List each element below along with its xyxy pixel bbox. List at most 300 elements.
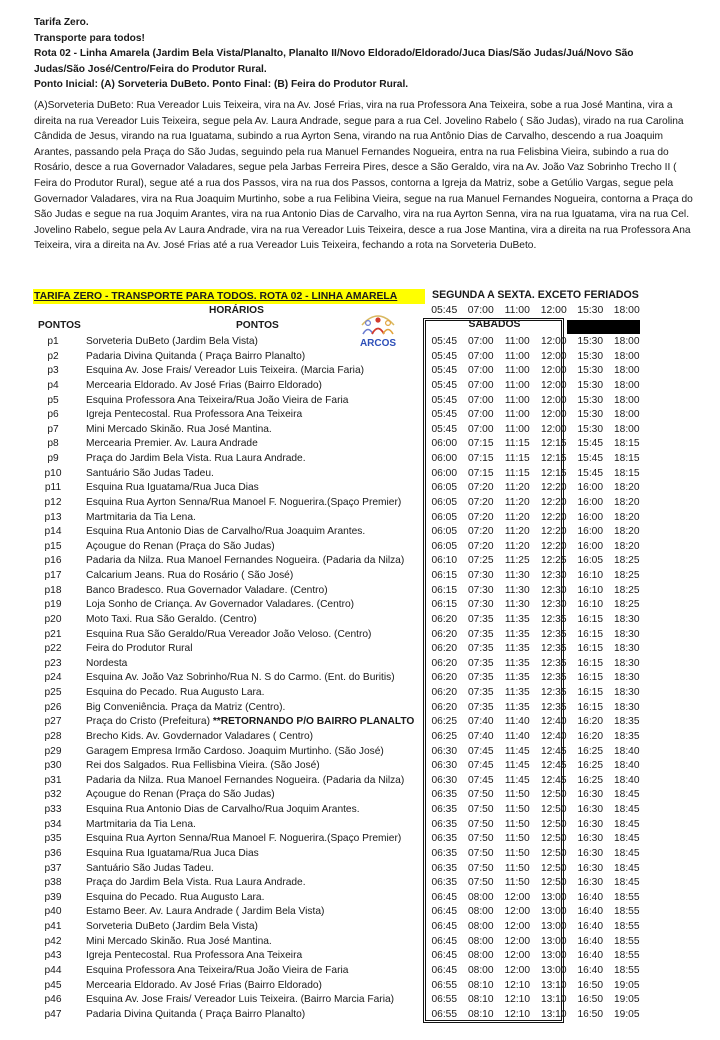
time-cell: 18:30 <box>614 643 640 655</box>
point-name-cell <box>86 525 365 540</box>
table-row <box>0 496 720 511</box>
time-cell: 16:00 <box>577 511 603 523</box>
saturday-time-cell: 07:20 <box>468 511 494 523</box>
point-id: p7 <box>47 423 59 435</box>
point-id: p46 <box>44 994 62 1006</box>
point-note: **RETORNANDO P/O BAIRRO PLANALTO <box>212 716 415 728</box>
point-name: Esquina Rua Iguatama/Rua Juca Dias <box>86 482 259 494</box>
point-id: p3 <box>47 365 59 377</box>
time-cells <box>426 364 645 379</box>
table-row <box>0 1008 720 1023</box>
time-cell: 16:40 <box>577 906 603 918</box>
time-cell: 18:30 <box>614 628 640 640</box>
logo-figure-center-head <box>375 317 380 322</box>
saturday-time-cell: 07:35 <box>468 701 494 713</box>
point-name: Esquina Professora Ana Teixeira/Rua João Vieira de Faria <box>86 964 349 976</box>
saturday-time-cell: 11:35 <box>504 701 530 713</box>
weekday-time: 18:00 <box>613 305 640 316</box>
saturday-time-cell: 06:20 <box>431 701 457 713</box>
saturday-time-cell: 06:10 <box>431 555 457 567</box>
time-cell: 16:25 <box>577 745 603 757</box>
saturday-time-cell: 12:20 <box>541 496 567 508</box>
point-id: p20 <box>44 613 62 625</box>
point-name-cell <box>86 979 322 994</box>
saturday-time-cell: 12:50 <box>541 833 567 845</box>
saturday-time-cell: 12:45 <box>541 745 567 757</box>
saturday-time-cell: 06:15 <box>431 584 457 596</box>
saturday-time-cell: 07:45 <box>468 760 494 772</box>
table-row <box>0 803 720 818</box>
point-id: p41 <box>44 921 62 932</box>
point-id: p24 <box>44 672 62 684</box>
saturday-time-cell: 07:35 <box>468 613 494 625</box>
saturday-time-cell: 12:00 <box>541 423 567 435</box>
saturday-time-cell: 05:45 <box>431 379 457 391</box>
saturday-time-cell: 11:40 <box>504 716 530 728</box>
point-name-cell <box>86 745 384 760</box>
point-name: Feira do Produtor Rural <box>86 643 193 655</box>
table-row <box>0 715 720 730</box>
time-cells <box>426 613 645 628</box>
saturday-time-cell: 11:35 <box>504 613 530 625</box>
weekday-time: 11:00 <box>504 305 530 316</box>
point-id: p8 <box>47 438 59 450</box>
saturday-time-cell: 11:30 <box>504 584 530 596</box>
saturday-time-cell: 11:15 <box>504 467 530 479</box>
table-row <box>0 569 720 584</box>
time-cell: 16:30 <box>577 877 603 889</box>
saturday-time-cell: 06:30 <box>431 760 457 772</box>
time-cell: 18:45 <box>614 818 640 830</box>
saturday-time-cell: 12:50 <box>541 847 567 859</box>
point-name-cell <box>86 364 364 379</box>
time-cells <box>426 979 645 994</box>
logo-figure-right-head <box>386 321 391 326</box>
time-cells <box>426 540 645 555</box>
time-cell: 18:30 <box>614 672 640 684</box>
point-name-cell <box>86 554 404 569</box>
point-id: p39 <box>44 891 62 903</box>
time-cell: 18:45 <box>614 877 640 889</box>
point-name-cell <box>86 847 259 862</box>
point-name: Esquina Professora Ana Teixeira/Rua João Vieira de Faria <box>86 394 349 406</box>
saturday-title: SABADOS <box>468 319 521 330</box>
saturday-time-cell: 13:10 <box>541 979 567 991</box>
time-cell: 18:55 <box>614 950 640 962</box>
point-id: p1 <box>47 336 59 347</box>
point-name-cell <box>86 818 196 833</box>
point-name-cell <box>86 949 302 964</box>
time-cells <box>426 964 645 979</box>
route-description: (A)Sorveteria DuBeto: Rua Vereador Luis Teixeira, vira na Av. José Frias, vira na rua Professora Ana Teixeira, sobe a rua José Mantina, vira a direita na rua Vereador Luis Teixeira, segue pela Av. Laura Andrade, segue para a rua Cel. Jovelino Rabelo ( São Judas), virado na rua Carolina Cândida de Jesus, virando na rua Iguatama, subindo a rua Ayrton Sena, virando na rua Antônio Dias de Carvalho, descendo a rua Joaquim Arantes, passando pela Praça do São Judas, seguindo pela rua Manuel Fernandes Nogueira, entra na rua Felisbina Vieira, subindo a rua do Rosário, desce a rua Governador Valadares, segue pela Jarbas Ferreira Pires, desce a São Geraldo, vira na Av. João Vaz Sobrinho Trecho II ( Feira do Produtor Rural), segue até a rua dos Passos, vira na rua dos Passos, contorna a Igreja da Matriz, sobe a Getúlio Vargas, segue pela Governador Valadares, vira na Rua Joaquim Murtinho, sobe a rua Felibina Vieira, segue na rua Manuel Fernandes Nogueira, contorna a Praça do São Judas e segue na rua Joquim Arantes, vira na rua Antonio Dias de Carvalho, vira na rua Ayrton Senna, vira na rua Iguatama, vira na rua Cel. Jovelino Rabelo, segue pela Av Laura Andrade, vira na rua Vereador Luis Teixeira, desce a rua Jose Mantina, vira a direita na rua Professora Ana Teixeira, vira a direita na Av. José Frias até a rua Vereador Luis Teixeira, fechando a rota na Sorveteria DuBeto. <box>34 100 693 252</box>
point-name-cell <box>86 774 404 789</box>
table-row <box>0 920 720 935</box>
saturday-time-cell: 06:35 <box>431 804 457 815</box>
table-row <box>0 935 720 950</box>
saturday-time-cell: 06:30 <box>431 745 457 757</box>
point-name: Praça do Cristo (Prefeitura) <box>86 716 213 728</box>
point-id: p47 <box>44 1008 62 1020</box>
table-row <box>0 847 720 862</box>
saturday-time-cell: 12:20 <box>541 511 567 523</box>
time-cell: 16:15 <box>577 613 603 625</box>
time-cell: 15:45 <box>577 453 603 464</box>
point-name: Esquina do Pecado. Rua Augusto Lara. <box>86 891 265 903</box>
table-row <box>0 613 720 628</box>
column-header-point-id: PONTOS <box>38 320 81 331</box>
saturday-time-cell: 08:10 <box>468 979 494 991</box>
saturday-time-cell: 12:35 <box>541 687 567 698</box>
saturday-time-cell: 12:00 <box>541 409 567 421</box>
point-name-cell <box>86 686 264 701</box>
point-id: p11 <box>44 482 62 494</box>
table-row <box>0 452 720 467</box>
point-name: Esquina Rua Ayrton Senna/Rua Manoel F. Noguerira.(Spaço Premier) <box>86 833 402 845</box>
saturday-time-cell: 07:00 <box>468 394 494 406</box>
time-cell: 18:15 <box>614 453 640 464</box>
saturday-time-cell: 06:05 <box>431 526 457 538</box>
time-cell: 15:30 <box>577 423 603 435</box>
point-name-cell <box>86 423 272 438</box>
weekday-time: 12:00 <box>540 305 567 316</box>
saturday-time-cell: 11:50 <box>504 833 530 845</box>
time-cell: 16:15 <box>577 628 603 640</box>
saturday-time-cell: 07:50 <box>468 877 494 889</box>
point-name: Esquina Av. Jose Frais/ Vereador Luis Teixeira. (Marcia Faria) <box>86 365 365 377</box>
table-row <box>0 905 720 920</box>
point-id: p5 <box>47 394 59 406</box>
saturday-time-cell: 12:30 <box>541 599 567 611</box>
table-row <box>0 335 720 350</box>
saturday-time-cell: 06:00 <box>431 438 457 450</box>
time-cells <box>426 525 645 540</box>
point-name: Mini Mercado Skinão. Rua José Mantina. <box>86 423 272 435</box>
saturday-time-cell: 06:35 <box>431 833 457 845</box>
point-id: p36 <box>44 847 62 859</box>
saturday-time-cell: 06:15 <box>431 570 457 581</box>
time-cell: 15:30 <box>577 365 603 377</box>
time-cell: 16:15 <box>577 687 603 698</box>
table-row <box>0 525 720 540</box>
saturday-time-cell: 11:50 <box>504 877 530 889</box>
saturday-time-cell: 12:40 <box>541 716 567 728</box>
saturday-time-cell: 05:45 <box>431 336 457 347</box>
saturday-time-cell: 11:50 <box>504 847 530 859</box>
point-name: Martmitaria da Tia Lena. <box>86 818 196 830</box>
point-name-cell <box>86 452 306 467</box>
saturday-time-cell: 08:00 <box>468 964 494 976</box>
saturday-time-cell: 08:00 <box>468 906 494 918</box>
saturday-time-cell: 12:40 <box>541 730 567 742</box>
table-row <box>0 686 720 701</box>
saturday-time-cell: 13:10 <box>541 1008 567 1020</box>
time-cells <box>426 730 645 745</box>
point-id: p13 <box>44 511 62 523</box>
saturday-time-cell: 11:50 <box>504 818 530 830</box>
point-name-cell <box>86 993 394 1008</box>
point-name-cell <box>86 598 354 613</box>
point-id: p44 <box>44 964 62 976</box>
saturday-time-cell: 07:25 <box>468 555 494 567</box>
point-name-cell <box>86 496 401 511</box>
time-cell: 16:40 <box>577 964 603 976</box>
time-cells <box>426 993 645 1008</box>
time-cell: 16:20 <box>577 716 603 728</box>
time-cell: 16:25 <box>577 760 603 772</box>
saturday-time-cell: 12:20 <box>541 540 567 552</box>
saturday-time-cell: 07:35 <box>468 687 494 698</box>
time-cells <box>426 847 645 862</box>
time-cells <box>426 920 645 935</box>
time-cell: 18:00 <box>614 423 640 435</box>
time-cell: 18:55 <box>614 935 640 947</box>
time-cell: 15:30 <box>577 379 603 391</box>
point-id: p6 <box>47 409 59 421</box>
point-name: Esquina do Pecado. Rua Augusto Lara. <box>86 687 265 698</box>
point-id: p34 <box>44 818 62 830</box>
saturday-time-cell: 07:50 <box>468 818 494 830</box>
saturday-time-cell: 12:50 <box>541 877 567 889</box>
point-name: Mercearia Eldorado. Av José Frias (Bairro Eldorado) <box>86 379 322 391</box>
time-cell: 16:10 <box>577 584 603 596</box>
saturday-time-cell: 06:35 <box>431 818 457 830</box>
time-cells <box>426 876 645 891</box>
point-id: p17 <box>44 570 62 581</box>
saturday-time-cell: 07:50 <box>468 833 494 845</box>
table-row <box>0 642 720 657</box>
point-name: Açougue do Renan (Praça do São Judas) <box>86 540 275 552</box>
saturday-time-cell: 05:45 <box>431 423 457 435</box>
saturday-time-cell: 06:45 <box>431 935 457 947</box>
time-cell: 18:20 <box>614 482 640 494</box>
saturday-time-cell: 12:00 <box>504 906 530 918</box>
saturday-time-cell: 12:00 <box>504 950 530 962</box>
point-name: Sorveteria DuBeto (Jardim Bela Vista) <box>86 336 258 347</box>
time-cells <box>426 423 645 438</box>
point-name-cell <box>86 511 196 526</box>
time-cell: 16:30 <box>577 833 603 845</box>
saturday-time-cell: 11:45 <box>504 774 530 786</box>
point-name: Praça do Jardim Bela Vista. Rua Laura Andrade. <box>86 453 306 464</box>
point-id: p23 <box>44 657 62 669</box>
saturday-time-cell: 07:20 <box>468 496 494 508</box>
time-cell: 16:00 <box>577 540 603 552</box>
time-cell: 15:30 <box>577 350 603 362</box>
time-cell: 18:35 <box>614 730 640 742</box>
point-name: Estamo Beer. Av. Laura Andrade ( Jardim Bela Vista) <box>86 906 325 918</box>
point-name: Santuário São Judas Tadeu. <box>86 862 214 874</box>
time-cells <box>426 657 645 672</box>
point-id: p21 <box>44 628 62 640</box>
saturday-time-cell: 11:45 <box>504 745 530 757</box>
table-row <box>0 423 720 438</box>
time-cells <box>426 642 645 657</box>
point-name: Padaria Divina Quitanda ( Praça Bairro Planalto) <box>86 350 306 362</box>
saturday-time-cell: 12:00 <box>504 921 530 932</box>
time-cell: 18:25 <box>614 570 640 581</box>
saturday-time-cell: 12:00 <box>504 891 530 903</box>
time-cells <box>426 935 645 950</box>
saturday-time-cell: 07:35 <box>468 628 494 640</box>
point-id: p37 <box>44 862 62 874</box>
saturday-time-cell: 08:00 <box>468 935 494 947</box>
point-name: Martmitaria da Tia Lena. <box>86 511 196 523</box>
time-cell: 16:50 <box>577 979 603 991</box>
saturday-time-cell: 11:50 <box>504 804 530 815</box>
saturday-time-cell: 07:15 <box>468 438 494 450</box>
table-row <box>0 394 720 409</box>
saturday-time-cell: 11:00 <box>504 379 530 391</box>
point-name: Igreja Pentecostal. Rua Professora Ana Teixeira <box>86 409 303 421</box>
saturday-time-cell: 07:35 <box>468 672 494 684</box>
logo-figure-left-head <box>366 321 371 326</box>
saturday-time-cell: 08:00 <box>468 921 494 932</box>
logo-text: ARCOS <box>359 338 397 349</box>
point-name: Padaria da Nilza. Rua Manoel Fernandes Nogueira. (Padaria da Nilza) <box>86 774 405 786</box>
saturday-time-cell: 11:50 <box>504 862 530 874</box>
time-cell: 16:05 <box>577 555 603 567</box>
time-cell: 18:15 <box>614 467 640 479</box>
saturday-time-cell: 12:15 <box>541 453 567 464</box>
time-cells <box>426 394 645 409</box>
table-row <box>0 862 720 877</box>
saturday-time-cell: 12:20 <box>541 482 567 494</box>
time-cells <box>426 862 645 877</box>
saturday-time-cell: 06:05 <box>431 540 457 552</box>
point-name-cell <box>86 935 272 950</box>
saturday-time-cell: 12:00 <box>541 394 567 406</box>
saturday-time-cell: 12:00 <box>541 350 567 362</box>
point-id: p43 <box>44 950 62 962</box>
saturday-time-cell: 07:00 <box>468 365 494 377</box>
table-row <box>0 818 720 833</box>
point-name: Loja Sonho de Criança. Av Governador Valadares. (Centro) <box>86 599 355 611</box>
saturday-time-cell: 11:20 <box>504 526 530 538</box>
saturday-time-cell: 12:00 <box>541 365 567 377</box>
point-id: p2 <box>47 350 59 362</box>
time-cell: 18:00 <box>614 394 640 406</box>
point-name-cell <box>86 891 264 906</box>
time-cell: 16:30 <box>577 847 603 859</box>
time-cell: 15:45 <box>577 467 603 479</box>
time-cells <box>426 569 645 584</box>
point-name-cell <box>86 350 305 365</box>
time-cell: 15:30 <box>577 409 603 421</box>
table-row <box>0 701 720 716</box>
saturday-time-cell: 06:20 <box>431 687 457 698</box>
time-cell: 18:45 <box>614 847 640 859</box>
saturday-time-cell: 13:00 <box>541 964 567 976</box>
point-name: Esquina Rua Iguatama/Rua Juca Dias <box>86 847 259 859</box>
time-cell: 18:45 <box>614 804 640 815</box>
saturday-time-cell: 06:05 <box>431 482 457 494</box>
saturday-time-cell: 12:35 <box>541 701 567 713</box>
point-name-cell <box>86 642 192 657</box>
point-name: Santuário São Judas Tadeu. <box>86 467 214 479</box>
time-cell: 18:55 <box>614 891 640 903</box>
saturday-time-cell: 06:30 <box>431 774 457 786</box>
time-cell: 16:10 <box>577 570 603 581</box>
point-name: Sorveteria DuBeto (Jardim Bela Vista) <box>86 921 258 932</box>
table-row <box>0 628 720 643</box>
point-id: p27 <box>44 716 62 728</box>
time-cell: 18:25 <box>614 584 640 596</box>
horarios-title: HORÁRIOS <box>209 305 264 316</box>
saturday-time-cell: 05:45 <box>431 409 457 421</box>
saturday-time-cell: 11:35 <box>504 643 530 655</box>
point-id: p42 <box>44 935 62 947</box>
header-subtitle: Transporte para todos! <box>34 32 145 44</box>
time-cells <box>426 701 645 716</box>
time-cells <box>426 774 645 789</box>
saturday-time-cell: 11:35 <box>504 687 530 698</box>
saturday-time-cell: 12:25 <box>541 555 567 567</box>
weekday-time: 15:30 <box>577 305 604 316</box>
time-cells <box>426 715 645 730</box>
time-cell: 19:05 <box>614 1008 640 1020</box>
saturday-time-cell: 11:35 <box>504 672 530 684</box>
column-header-point-name: PONTOS <box>236 320 279 331</box>
point-id: p29 <box>44 745 62 757</box>
time-cell: 16:00 <box>577 526 603 538</box>
saturday-time-cell: 12:10 <box>504 979 530 991</box>
time-cell: 18:00 <box>614 350 640 362</box>
time-cells <box>426 905 645 920</box>
table-row <box>0 540 720 555</box>
time-cell: 18:25 <box>614 555 640 567</box>
point-name-cell <box>86 467 214 482</box>
point-name-cell <box>86 394 348 409</box>
time-cells <box>426 467 645 482</box>
point-name: Rei dos Salgados. Rua Fellisbina Vieira. (São José) <box>86 760 320 772</box>
time-cell: 16:30 <box>577 818 603 830</box>
time-cells <box>426 511 645 526</box>
point-name: Nordesta <box>86 657 128 669</box>
point-name: Esquina Av. João Vaz Sobrinho/Rua N. S do Carmo. (Ent. do Buritis) <box>86 672 395 684</box>
saturday-time-cell: 06:45 <box>431 906 457 918</box>
time-cell: 19:05 <box>614 994 640 1006</box>
saturday-time-cell: 06:20 <box>431 657 457 669</box>
time-cells <box>426 379 645 394</box>
time-cell: 16:50 <box>577 994 603 1006</box>
time-cells <box>426 350 645 365</box>
saturday-time-cell: 12:15 <box>541 467 567 479</box>
saturday-time-cell: 13:00 <box>541 906 567 918</box>
time-cell: 18:45 <box>614 833 640 845</box>
point-id: p4 <box>47 379 59 391</box>
saturday-time-cell: 07:20 <box>468 540 494 552</box>
time-cell: 16:00 <box>577 496 603 508</box>
time-cell: 16:10 <box>577 599 603 611</box>
table-row <box>0 964 720 979</box>
time-cell: 16:50 <box>577 1008 603 1020</box>
time-cell: 16:40 <box>577 891 603 903</box>
time-cells <box>426 335 645 350</box>
saturday-time-cell: 07:00 <box>468 350 494 362</box>
saturday-time-cell: 06:55 <box>431 994 457 1006</box>
point-name: Calcarium Jeans. Rua do Rosário ( São José) <box>86 570 294 581</box>
point-name-cell <box>86 379 322 394</box>
time-cells <box>426 1008 645 1023</box>
weekday-time: 05:45 <box>431 305 458 316</box>
saturday-time-cell: 06:35 <box>431 847 457 859</box>
point-id: p40 <box>44 906 62 918</box>
point-name-cell <box>86 481 259 496</box>
time-cell: 18:30 <box>614 613 640 625</box>
point-name-cell <box>86 628 371 643</box>
time-cell: 18:55 <box>614 964 640 976</box>
saturday-time-cell: 06:20 <box>431 613 457 625</box>
